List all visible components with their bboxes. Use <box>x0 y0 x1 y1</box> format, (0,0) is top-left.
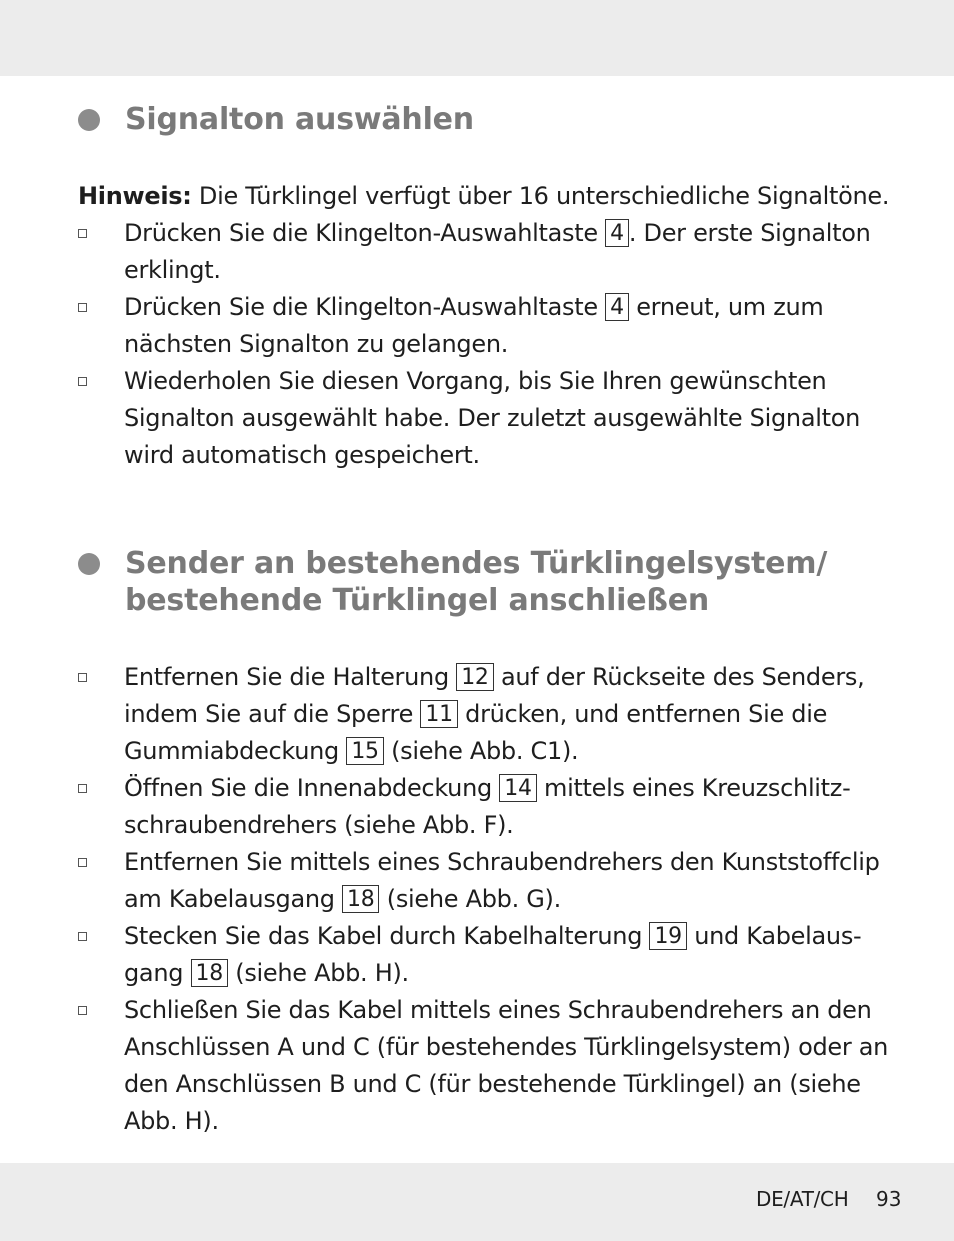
item-text: (siehe Abb. H). <box>227 959 409 987</box>
part-ref: 18 <box>191 959 228 987</box>
item-text: schraubendrehers (siehe Abb. F). <box>124 811 514 839</box>
item-text: Signalton ausgewählt habe. Der zuletzt ausgewählte Signalton <box>124 404 861 432</box>
item-text: Drücken Sie die Klingelton-Auswahltaste <box>124 219 606 247</box>
note-text: Die Türklingel verfügt über 16 unterschiedliche Signaltöne. <box>191 182 890 210</box>
item-text: wird automatisch gespeichert. <box>124 441 480 469</box>
item-text: Abb. H). <box>124 1107 219 1135</box>
checkbox-square-icon <box>78 229 87 238</box>
item-text: Entfernen Sie die Halterung <box>124 663 457 691</box>
item-text: Schließen Sie das Kabel mittels eines Schraubendrehers an den <box>124 996 872 1024</box>
checkbox-square-icon <box>78 784 87 793</box>
bullet-dot-icon <box>78 553 100 575</box>
item-text: mittels eines Kreuzschlitz- <box>536 774 851 802</box>
item-text: Öffnen Sie die Innenabdeckung <box>124 774 500 802</box>
item-text: indem Sie auf die Sperre <box>124 700 421 728</box>
page-number: 93 <box>876 1187 902 1211</box>
checkbox-square-icon <box>78 858 87 867</box>
item-text: Entfernen Sie mittels eines Schraubendrehers den Kunststoffclip <box>124 848 880 876</box>
item-text: und Kabelaus- <box>686 922 862 950</box>
item-text: den Anschlüssen B und C (für bestehende Türklingel) an (siehe <box>124 1070 861 1098</box>
part-ref: 11 <box>420 700 457 728</box>
item-text: am Kabelausgang <box>124 885 343 913</box>
checkbox-square-icon <box>78 377 87 386</box>
bullet-dot-icon <box>78 109 100 131</box>
item-text: auf der Rückseite des Senders, <box>493 663 865 691</box>
item-text: Gummiabdeckung <box>124 737 347 765</box>
item-text: Anschlüssen A und C (für bestehendes Türklingelsystem) oder an <box>124 1033 889 1061</box>
section-title <box>125 545 895 619</box>
note-paragraph <box>78 178 898 215</box>
part-ref: 4 <box>605 293 629 321</box>
part-ref: 19 <box>649 922 686 950</box>
item-text: nächsten Signalton zu gelangen. <box>124 330 509 358</box>
item-text: erneut, um zum <box>628 293 824 321</box>
section-title-line: Sender an bestehendes Türklingelsystem/ <box>125 546 828 581</box>
part-ref: 15 <box>346 737 383 765</box>
part-ref: 4 <box>605 219 629 247</box>
checkbox-square-icon <box>78 1006 87 1015</box>
item-text: erklingt. <box>124 256 221 284</box>
section-title: Signalton auswählen <box>125 102 474 137</box>
item-text: Wiederholen Sie diesen Vorgang, bis Sie Ihren gewünschten <box>124 367 827 395</box>
part-ref: 18 <box>342 885 379 913</box>
header-band <box>0 0 954 76</box>
part-ref: 14 <box>499 774 536 802</box>
note-label: Hinweis: <box>78 182 192 210</box>
checkbox-square-icon <box>78 932 87 941</box>
item-text: (siehe Abb. G). <box>379 885 561 913</box>
item-text: gang <box>124 959 191 987</box>
part-ref: 12 <box>456 663 493 691</box>
footer-region-label: DE/AT/CH <box>756 1187 849 1211</box>
checkbox-square-icon <box>78 303 87 312</box>
checkbox-square-icon <box>78 673 87 682</box>
item-text: (siehe Abb. C1). <box>383 737 579 765</box>
item-text: Stecken Sie das Kabel durch Kabelhalterung <box>124 922 650 950</box>
item-text: drücken, und entfernen Sie die <box>457 700 828 728</box>
item-text: . Der erste Signalton <box>628 219 871 247</box>
section-title-line: bestehende Türklingel anschließen <box>125 583 710 618</box>
item-text: Drücken Sie die Klingelton-Auswahltaste <box>124 293 606 321</box>
